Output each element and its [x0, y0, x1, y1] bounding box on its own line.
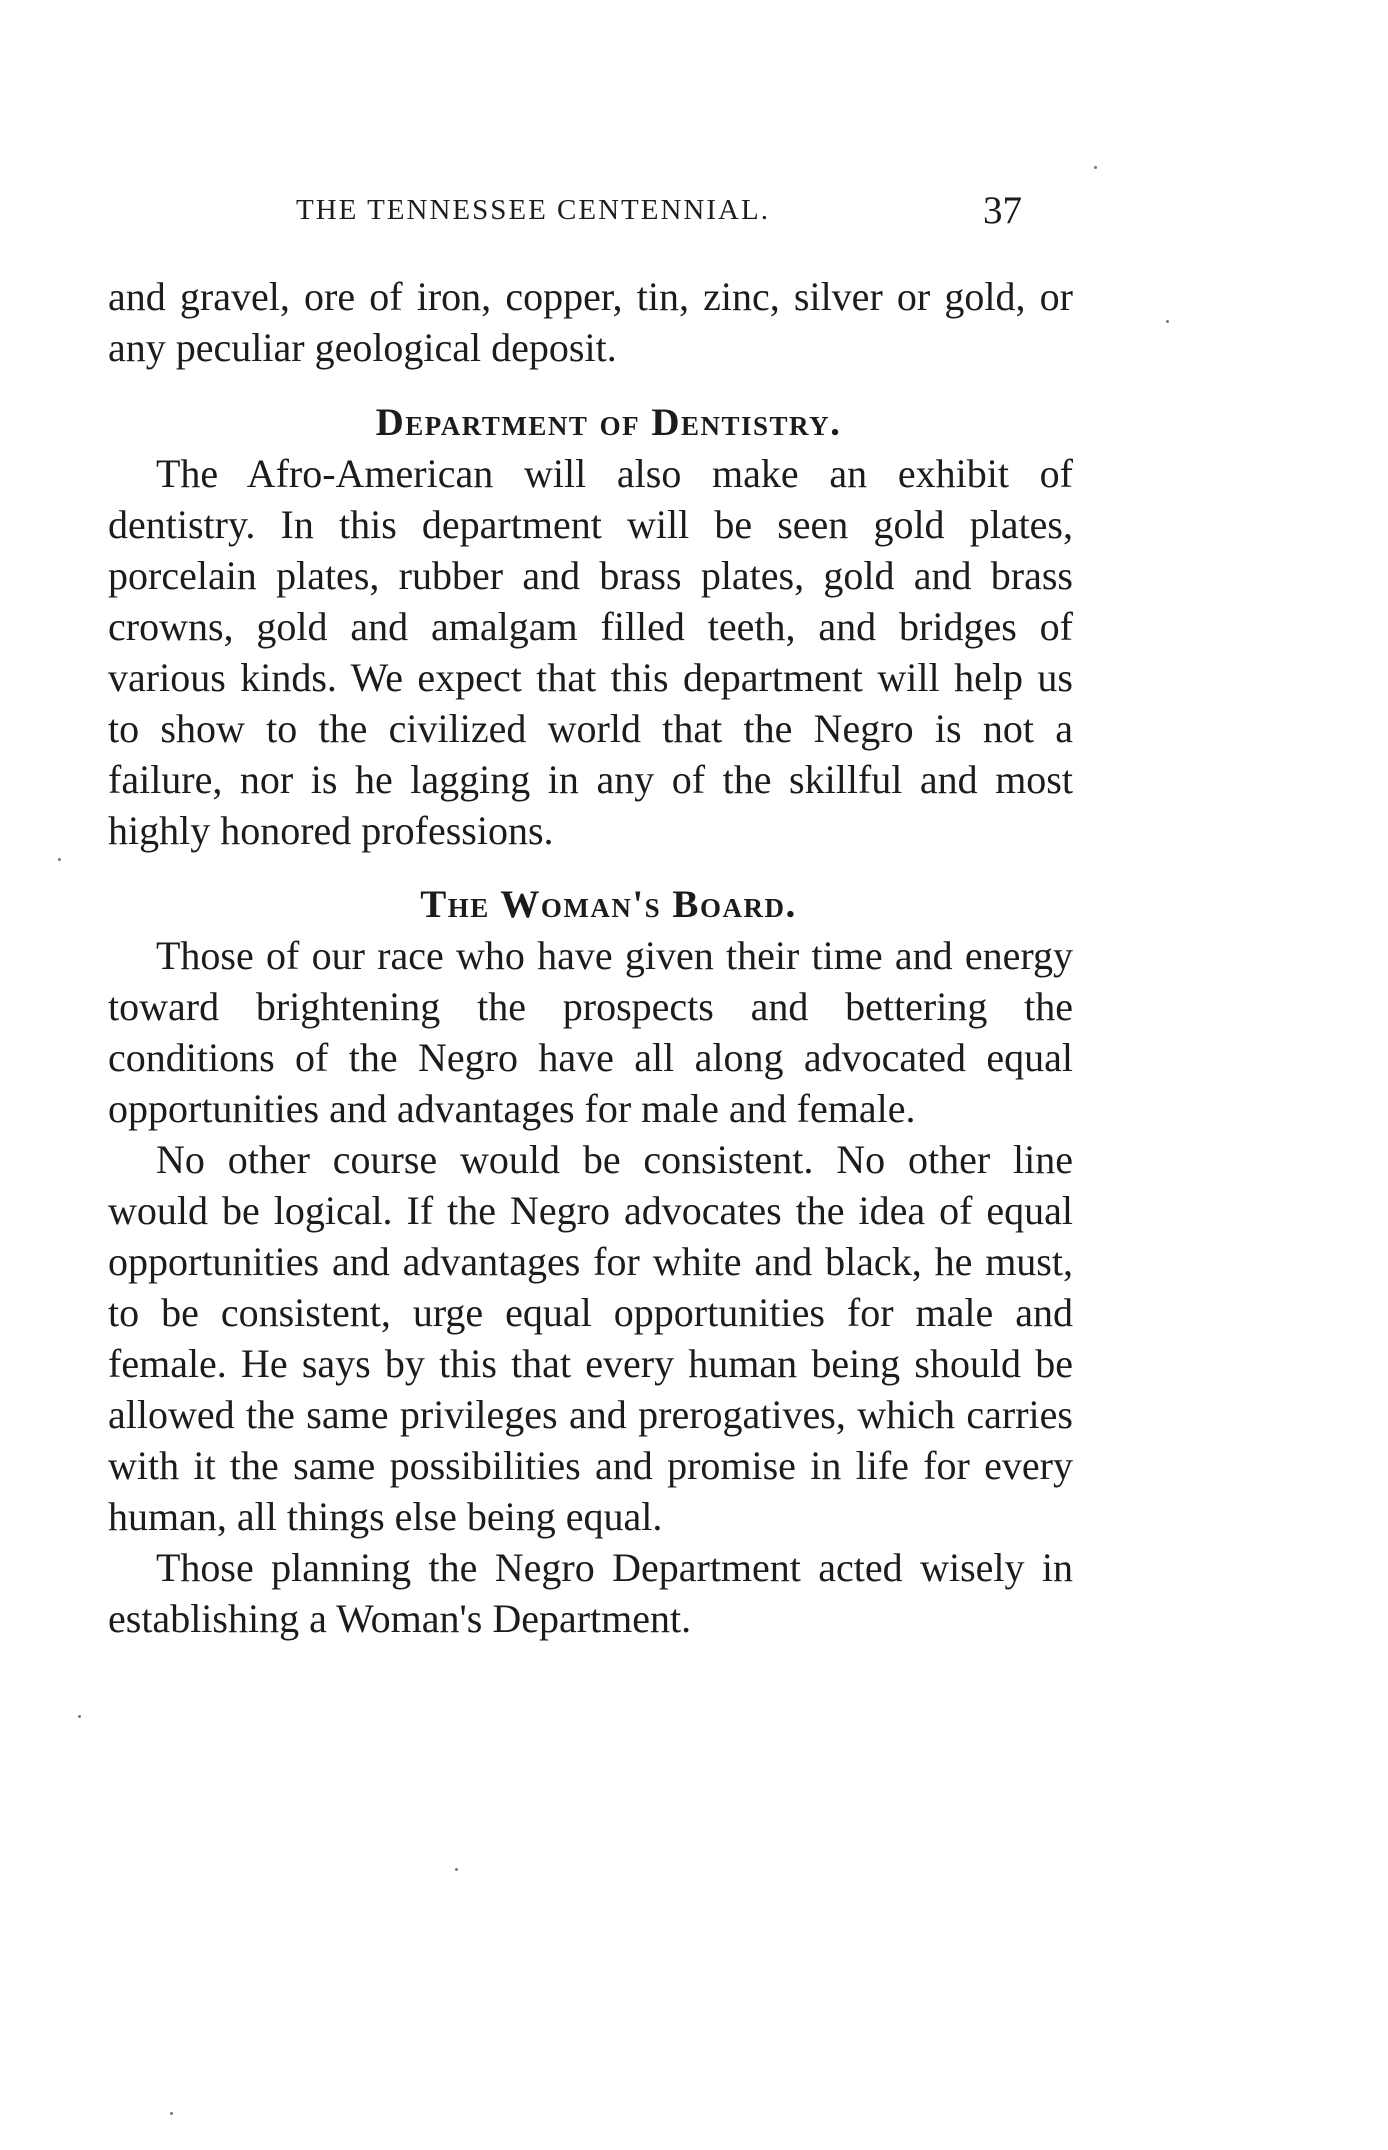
- scan-speck: [58, 858, 61, 861]
- section-heading-womans-board: The Woman's Board.: [420, 883, 797, 926]
- scan-speck: [170, 2112, 173, 2115]
- paragraph-womans-board-2: No other course would be consistent. No other line would be logical. If the Negro advocates the idea of equal opportunities and advantages for white and black, he must, to be consistent, urge equal opportunities for male and female. He says by this that every human being should be allowed the same privileges and prerogatives, which carries with it the same possibilities and promise in life for every human, all things else being equal.: [108, 1137, 1073, 1539]
- scan-speck: [455, 1868, 458, 1871]
- section-heading-dentistry: Department of Dentistry.: [375, 401, 842, 444]
- running-head-title: THE TENNESSEE CENTENNIAL.: [296, 194, 770, 226]
- scan-speck: [1166, 320, 1169, 323]
- paragraph-dentistry: The Afro-American will also make an exhibit of dentistry. In this department will be seen gold plates, porcelain plates, rubber and brass plates, gold and brass crowns, gold and amalgam filled teeth, and bridges of various kinds. We expect that this department will help us to show to the civilized world that the Negro is not a failure, nor is he lagging in any of the skillful and most highly honored professions.: [108, 451, 1073, 853]
- scan-speck: [78, 1715, 81, 1718]
- continuation-paragraph: and gravel, ore of iron, copper, tin, zinc, silver or gold, or any peculiar geological deposit.: [108, 274, 1073, 370]
- body-text: [108, 271, 1073, 1644]
- section-dentistry: [108, 373, 1073, 856]
- paragraph-womans-board-1: Those of our race who have given their time and energy toward brightening the prospects and bettering the conditions of the Negro have all along advocated equal opportunities and advantages for male and female.: [108, 933, 1073, 1131]
- section-womans-board: [108, 856, 1073, 1644]
- scan-speck: [1094, 166, 1097, 169]
- page-number: 37: [983, 189, 1022, 232]
- paragraph-womans-board-3: Those planning the Negro Department acted wisely in establishing a Woman's Department.: [108, 1545, 1073, 1641]
